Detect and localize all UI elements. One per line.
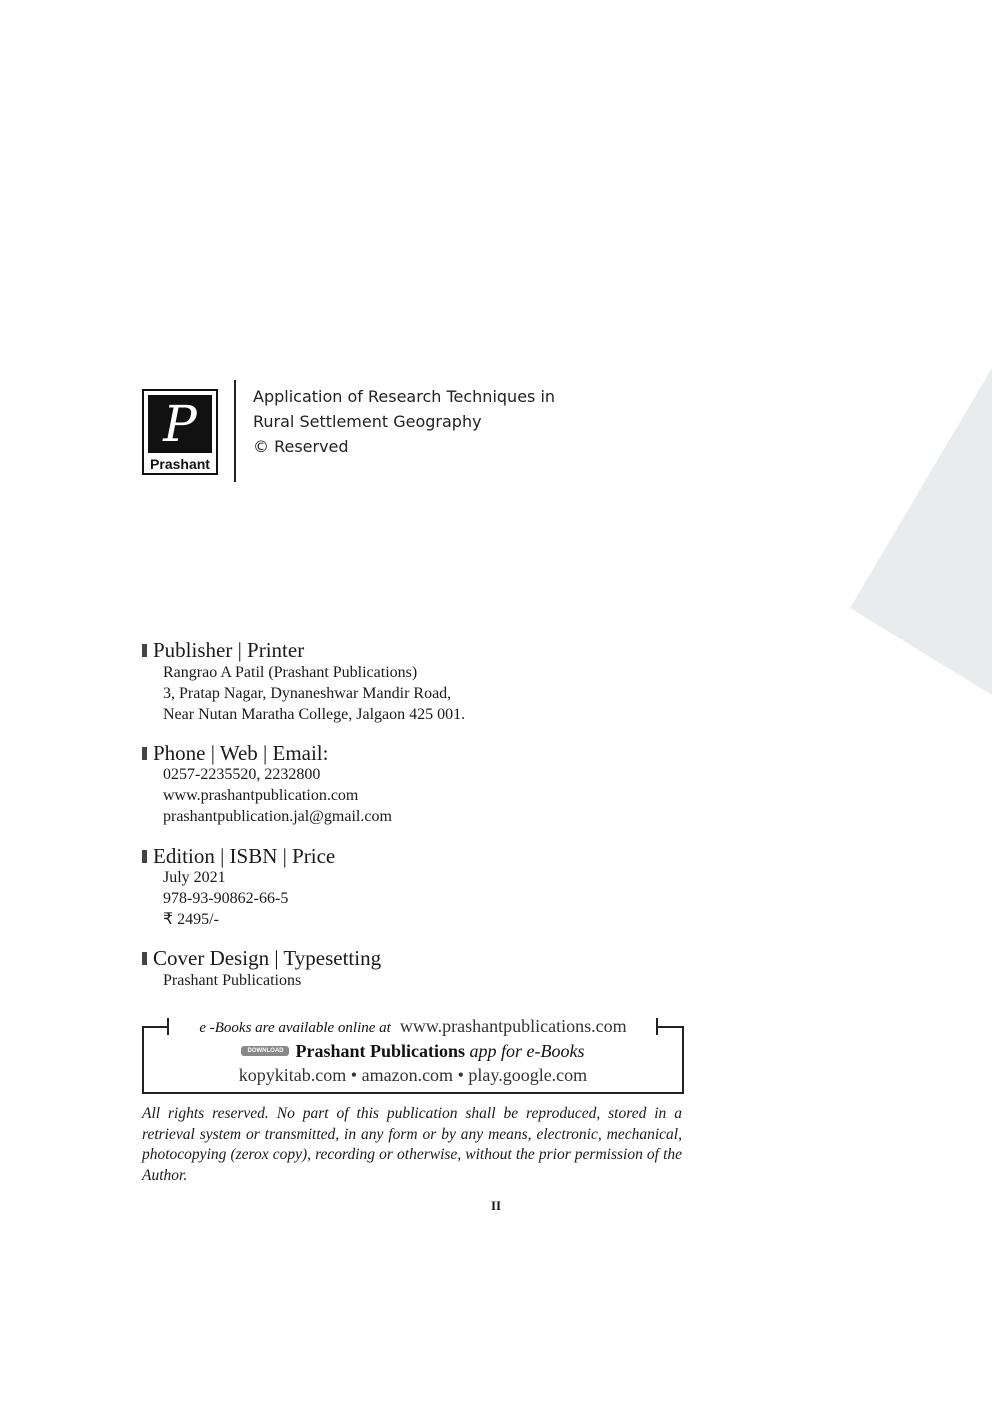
- edition-details: [163, 867, 288, 930]
- app-name: Prashant Publications: [295, 1041, 466, 1061]
- logo-mark: P: [148, 395, 212, 453]
- copyright: © Reserved: [253, 437, 349, 456]
- section-heading-cover: [142, 946, 381, 970]
- contact-details: [163, 764, 392, 827]
- app-suffix: app for e-Books: [469, 1041, 585, 1061]
- separator: •: [457, 1065, 464, 1085]
- heading-text: Cover Design | Typesetting: [153, 946, 382, 970]
- bullet-bar: [142, 952, 147, 965]
- line: Prashant Publications: [163, 972, 302, 989]
- publisher-logo: [142, 389, 218, 475]
- publisher-details: [163, 662, 465, 725]
- phone: 0257-2235520, 2232800: [163, 766, 321, 783]
- heading-text: Publisher | Printer: [153, 638, 305, 662]
- line: 3, Pratap Nagar, Dynaneshwar Mandir Road,: [163, 685, 452, 702]
- heading-text: Phone | Web | Email:: [153, 741, 329, 765]
- section-heading-publisher: [142, 638, 304, 662]
- section-heading-contact: [142, 741, 328, 765]
- line: Rangrao A Patil (Prashant Publications): [163, 664, 418, 681]
- website: www.prashantpublication.com: [163, 787, 359, 804]
- store-kopykitab[interactable]: kopykitab.com: [238, 1065, 347, 1085]
- ebook-online-line: [142, 1016, 684, 1037]
- book-title-line1: Application of Research Techniques in: [253, 387, 556, 406]
- price: ₹ 2495/-: [163, 911, 219, 928]
- download-badge-icon: DOWNLOAD: [241, 1046, 289, 1056]
- line: Near Nutan Maratha College, Jalgaon 425 001.: [163, 706, 466, 723]
- logo-name: Prashant: [150, 456, 210, 472]
- bullet-bar: [142, 747, 147, 760]
- store-amazon[interactable]: amazon.com: [361, 1065, 454, 1085]
- section-heading-edition: [142, 844, 335, 868]
- edition: July 2021: [163, 869, 226, 886]
- page-number: II: [490, 1198, 502, 1213]
- ebook-prefix: e -Books are available online at: [199, 1020, 391, 1036]
- heading-text: Edition | ISBN | Price: [153, 844, 336, 868]
- isbn: 978-93-90862-66-5: [163, 890, 289, 907]
- separator: •: [350, 1065, 358, 1085]
- divider: [234, 380, 236, 482]
- cover-details: [163, 970, 301, 991]
- ebook-stores-line: [142, 1065, 684, 1086]
- book-title-line2: Rural Settlement Geography: [253, 412, 482, 431]
- ebook-url[interactable]: www.prashantpublications.com: [399, 1016, 627, 1036]
- bullet-bar: [142, 850, 147, 863]
- ebook-app-line: [142, 1041, 684, 1062]
- rights-notice: All rights reserved. No part of this publication shall be reproduced, stored in a retrieval system or transmitted, in any form or by any means, electronic, mechanical, photocopying (zerox copy), recording or otherwise, without the prior permission of the Author.: [142, 1105, 682, 1185]
- store-google-play[interactable]: play.google.com: [468, 1065, 588, 1085]
- bullet-bar: [142, 644, 147, 657]
- email: prashantpublication.jal@gmail.com: [163, 808, 392, 825]
